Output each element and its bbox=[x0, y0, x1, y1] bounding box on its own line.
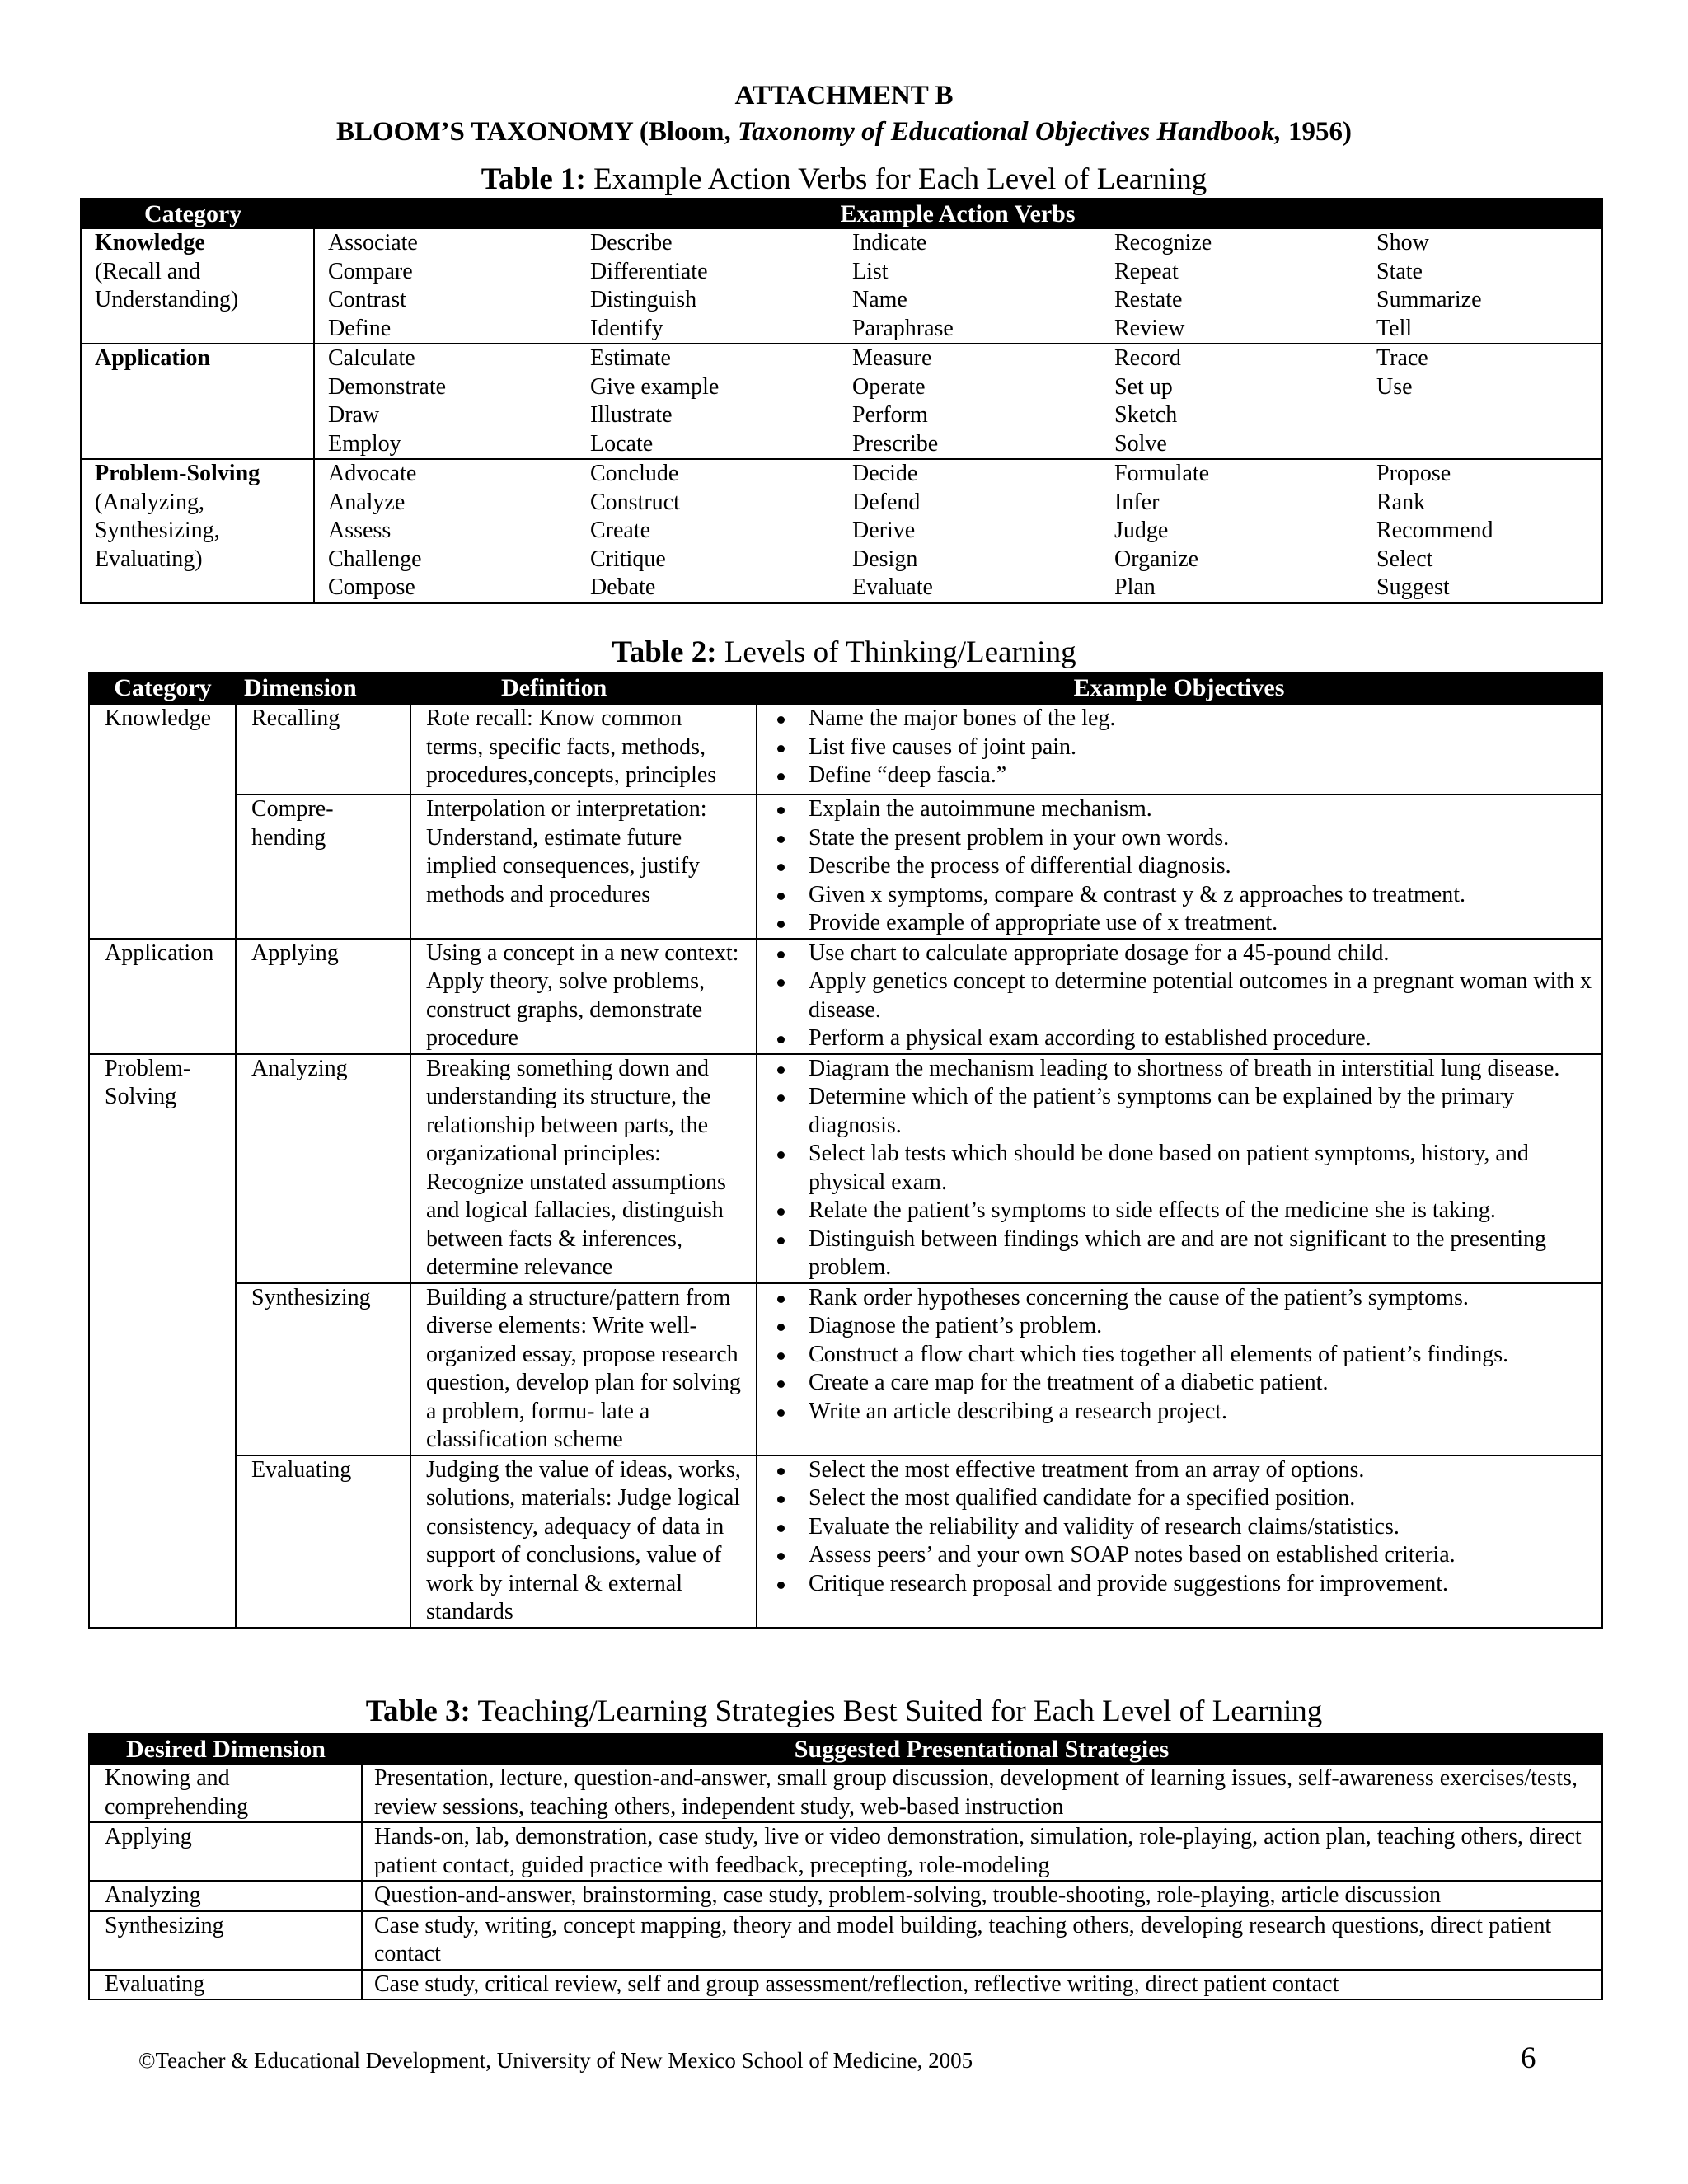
verb: Describe bbox=[590, 230, 673, 255]
objectives-list bbox=[769, 1284, 1593, 1427]
objective-item: Create a care map for the treatment of a diabetic patient. bbox=[769, 1369, 1593, 1398]
verbs-cell bbox=[314, 344, 1602, 459]
table1-caption-rest: Example Action Verbs for Each Level of Learning bbox=[585, 162, 1207, 196]
verb: Decide bbox=[852, 461, 918, 486]
definition-cell: Rote recall: Know common terms, specific facts, methods, procedures,concepts, principles bbox=[410, 704, 757, 794]
category-cell bbox=[89, 1054, 236, 1628]
verb-column bbox=[590, 229, 852, 343]
objectives-list bbox=[769, 1456, 1593, 1599]
objective-item: Select the most effective treatment from an array of options. bbox=[769, 1456, 1593, 1485]
table-row bbox=[89, 1881, 1602, 1911]
dimension-cell: Recalling bbox=[236, 704, 410, 794]
verb: Measure bbox=[852, 345, 932, 371]
dimension-cell: Applying bbox=[89, 1822, 362, 1881]
verb: Record bbox=[1114, 345, 1181, 371]
verb-column bbox=[1114, 460, 1376, 602]
verbs-cell bbox=[314, 229, 1602, 344]
category-name: Problem-Solving bbox=[95, 461, 260, 486]
copyright-footer: ©Teacher & Educational Development, University of New Mexico School of Medicine, 2005 bbox=[138, 2048, 973, 2073]
table-row bbox=[89, 794, 1602, 939]
objectives-cell bbox=[757, 1455, 1602, 1628]
table-row bbox=[89, 1822, 1602, 1881]
verb-column bbox=[590, 460, 852, 602]
objective-item: Assess peers’ and your own SOAP notes based on established criteria. bbox=[769, 1541, 1593, 1570]
objectives-cell bbox=[757, 794, 1602, 939]
verb: Differentiate bbox=[590, 258, 708, 284]
table3-caption-bold: Table 3: bbox=[365, 1694, 471, 1728]
objectives-cell bbox=[757, 1054, 1602, 1283]
verb: Construct bbox=[590, 489, 680, 515]
table3-caption-rest: Teaching/Learning Strategies Best Suited for Each Level of Learning bbox=[470, 1694, 1323, 1728]
objectives-list bbox=[769, 705, 1593, 790]
verb-column bbox=[1114, 229, 1376, 343]
objective-item: List five causes of joint pain. bbox=[769, 733, 1593, 762]
column-header: Suggested Presentational Strategies bbox=[362, 1734, 1602, 1765]
verb-column bbox=[852, 344, 1114, 458]
category-name: Application bbox=[95, 345, 211, 371]
column-header: Example Objectives bbox=[757, 673, 1602, 704]
verb: Repeat bbox=[1114, 258, 1179, 284]
dimension-cell: Evaluating bbox=[89, 1970, 362, 2000]
table-header-row bbox=[89, 673, 1602, 704]
verb-column bbox=[852, 460, 1114, 602]
verb: Employ bbox=[328, 430, 401, 457]
table-row bbox=[89, 1911, 1602, 1970]
definition-cell: Using a concept in a new context: Apply theory, solve problems, construct graphs, demonstrate procedure bbox=[410, 939, 757, 1054]
table-header-row bbox=[81, 199, 1602, 229]
verb: Review bbox=[1114, 315, 1185, 341]
verb: Illustrate bbox=[590, 402, 673, 428]
verb: Critique bbox=[590, 546, 666, 572]
category-cell bbox=[81, 459, 314, 603]
dimension-label: Compre- hending bbox=[251, 796, 334, 851]
verb: Propose bbox=[1376, 461, 1451, 486]
verb: Demonstrate bbox=[328, 373, 447, 400]
table1-caption-bold: Table 1: bbox=[481, 162, 586, 196]
objective-item: Apply genetics concept to determine potential outcomes in a pregnant woman with x disease. bbox=[769, 968, 1593, 1024]
objective-item: Given x symptoms, compare & contrast y & z approaches to treatment. bbox=[769, 881, 1593, 910]
dimension-cell: Knowing and comprehending bbox=[89, 1765, 362, 1822]
verb: State bbox=[1376, 258, 1423, 284]
verb: Prescribe bbox=[852, 430, 939, 457]
objectives-cell bbox=[757, 939, 1602, 1054]
verb: Rank bbox=[1376, 489, 1426, 515]
verb-column bbox=[852, 229, 1114, 343]
category-cell bbox=[81, 344, 314, 459]
table2-caption bbox=[0, 635, 1688, 671]
table-row bbox=[81, 229, 1602, 344]
objective-item: Diagnose the patient’s problem. bbox=[769, 1312, 1593, 1341]
objective-item: Perform a physical exam according to established procedure. bbox=[769, 1024, 1593, 1053]
verbs-cell bbox=[314, 459, 1602, 603]
category-cell bbox=[81, 229, 314, 344]
verb: Formulate bbox=[1114, 461, 1210, 486]
objective-item: Determine which of the patient’s symptoms can be explained by the primary diagnosis. bbox=[769, 1083, 1593, 1140]
verb: Create bbox=[590, 518, 651, 543]
verb: Use bbox=[1376, 373, 1413, 400]
verb: Trace bbox=[1376, 345, 1428, 371]
verb: Sketch bbox=[1114, 402, 1178, 428]
action-verbs-table bbox=[80, 198, 1603, 604]
verb: Give example bbox=[590, 373, 720, 400]
verb-column bbox=[328, 344, 590, 458]
category-label: Problem- Solving bbox=[105, 1055, 191, 1109]
category-subtitle: (Recall and Understanding) bbox=[95, 258, 239, 312]
objective-item: Rank order hypotheses concerning the cause of the patient’s symptoms. bbox=[769, 1284, 1593, 1313]
column-header: Category bbox=[89, 673, 236, 704]
verb: Name bbox=[852, 287, 907, 312]
verb-column bbox=[1376, 229, 1574, 343]
verb: Recognize bbox=[1114, 230, 1212, 255]
verb-column bbox=[1376, 460, 1574, 602]
taxonomy-title-prefix: BLOOM’S TAXONOMY (Bloom, bbox=[335, 117, 738, 147]
verb: Debate bbox=[590, 574, 656, 600]
category-subtitle: (Analyzing, Synthesizing, Evaluating) bbox=[95, 489, 220, 572]
attachment-title: ATTACHMENT B bbox=[734, 81, 954, 110]
objective-item: Diagram the mechanism leading to shortness of breath in interstitial lung disease. bbox=[769, 1055, 1593, 1084]
verb: Paraphrase bbox=[852, 315, 954, 341]
verb: Conclude bbox=[590, 461, 679, 486]
table-row bbox=[89, 1970, 1602, 2000]
objectives-list bbox=[769, 1055, 1593, 1282]
verb: Compose bbox=[328, 574, 415, 600]
table3-caption bbox=[0, 1694, 1688, 1730]
verb: List bbox=[852, 258, 889, 284]
verb: Estimate bbox=[590, 345, 671, 371]
table-row bbox=[81, 344, 1602, 459]
verb: Contrast bbox=[328, 287, 406, 312]
verb: Draw bbox=[328, 402, 380, 428]
verb: Compare bbox=[328, 258, 413, 284]
verb: Challenge bbox=[328, 546, 422, 572]
page-number: 6 bbox=[1521, 2041, 1536, 2075]
verb: Summarize bbox=[1376, 287, 1482, 312]
dimension-cell: Applying bbox=[236, 939, 410, 1054]
table1-caption bbox=[0, 162, 1688, 198]
verb: Select bbox=[1376, 546, 1433, 572]
category-cell: Application bbox=[89, 939, 236, 1054]
objective-item: Construct a flow chart which ties together all elements of patient’s findings. bbox=[769, 1341, 1593, 1370]
table2-caption-bold: Table 2: bbox=[612, 635, 717, 669]
table-row bbox=[89, 939, 1602, 1054]
verb: Calculate bbox=[328, 345, 415, 371]
verb: Associate bbox=[328, 230, 418, 255]
objectives-cell bbox=[757, 704, 1602, 794]
strategies-cell: Question-and-answer, brainstorming, case study, problem-solving, trouble-shooting, role-playing, article discussion bbox=[362, 1881, 1602, 1911]
objective-item: Name the major bones of the leg. bbox=[769, 705, 1593, 733]
dimension-cell bbox=[236, 794, 410, 939]
verb: Locate bbox=[590, 430, 654, 457]
dimension-cell: Analyzing bbox=[89, 1881, 362, 1911]
table-row bbox=[89, 1455, 1602, 1628]
verb: Suggest bbox=[1376, 574, 1450, 600]
objective-item: Write an article describing a research project. bbox=[769, 1398, 1593, 1427]
dimension-cell: Evaluating bbox=[236, 1455, 410, 1628]
objective-item: Use chart to calculate appropriate dosage for a 45-pound child. bbox=[769, 940, 1593, 968]
column-header: Definition bbox=[410, 673, 757, 704]
verb: Analyze bbox=[328, 489, 406, 515]
verb-column bbox=[328, 460, 590, 602]
verb: Organize bbox=[1114, 546, 1199, 572]
definition-cell: Building a structure/pattern from diverse elements: Write well-organized essay, propose research question, develop plan for solving a problem, formu- late a classification scheme bbox=[410, 1283, 757, 1455]
objectives-cell bbox=[757, 1283, 1602, 1455]
verb: Derive bbox=[852, 518, 916, 543]
table-row bbox=[81, 459, 1602, 603]
verb: Plan bbox=[1114, 574, 1156, 600]
verb: Solve bbox=[1114, 430, 1167, 457]
definition-cell: Breaking something down and understanding its structure, the relationship between parts, the organizational principles: Recognize unstated assumptions and logical fallacies, distinguish between facts & inferences, determine relevance bbox=[410, 1054, 757, 1283]
objective-item: Select lab tests which should be done based on patient symptoms, history, and physical exam. bbox=[769, 1140, 1593, 1197]
verb: Show bbox=[1376, 230, 1429, 255]
objective-item: State the present problem in your own words. bbox=[769, 824, 1593, 853]
table-row bbox=[89, 1054, 1602, 1283]
verb: Recommend bbox=[1376, 518, 1493, 543]
verb: Assess bbox=[328, 518, 392, 543]
dimension-cell: Analyzing bbox=[236, 1054, 410, 1283]
objective-item: Distinguish between findings which are and are not significant to the presenting problem. bbox=[769, 1226, 1593, 1282]
verb: Judge bbox=[1114, 518, 1169, 543]
objective-item: Critique research proposal and provide suggestions for improvement. bbox=[769, 1570, 1593, 1599]
category-cell: Knowledge bbox=[89, 704, 236, 939]
verb: Define bbox=[328, 315, 392, 341]
verb-column bbox=[1114, 344, 1376, 458]
column-header: Example Action Verbs bbox=[314, 199, 1602, 229]
taxonomy-title bbox=[0, 115, 1688, 148]
verb-column bbox=[590, 344, 852, 458]
category-name: Knowledge bbox=[95, 230, 205, 255]
strategies-cell: Case study, critical review, self and group assessment/reflection, reflective writing, direct patient contact bbox=[362, 1970, 1602, 2000]
column-header: Category bbox=[81, 199, 314, 229]
verb: Operate bbox=[852, 373, 926, 400]
verb: Perform bbox=[852, 402, 928, 428]
verb: Advocate bbox=[328, 461, 417, 486]
table-row bbox=[89, 1283, 1602, 1455]
verb: Defend bbox=[852, 489, 921, 515]
objective-item: Explain the autoimmune mechanism. bbox=[769, 795, 1593, 824]
verb: Set up bbox=[1114, 373, 1173, 400]
teaching-strategies-table bbox=[88, 1733, 1603, 2000]
dimension-cell: Synthesizing bbox=[236, 1283, 410, 1455]
objectives-list bbox=[769, 795, 1593, 938]
verb-column bbox=[1376, 344, 1574, 401]
taxonomy-title-suffix: 1956) bbox=[1281, 117, 1352, 147]
levels-of-thinking-table bbox=[88, 672, 1603, 1629]
verb: Restate bbox=[1114, 287, 1183, 312]
verb-column bbox=[328, 229, 590, 343]
taxonomy-title-italic: Taxonomy of Educational Objectives Handbook, bbox=[738, 117, 1282, 147]
verb: Design bbox=[852, 546, 918, 572]
objectives-list bbox=[769, 940, 1593, 1053]
objective-item: Evaluate the reliability and validity of research claims/statistics. bbox=[769, 1513, 1593, 1542]
table-row bbox=[89, 1765, 1602, 1822]
objective-item: Relate the patient’s symptoms to side effects of the medicine she is taking. bbox=[769, 1197, 1593, 1226]
verb: Distinguish bbox=[590, 287, 697, 312]
verb: Infer bbox=[1114, 489, 1160, 515]
strategies-cell: Case study, writing, concept mapping, theory and model building, teaching others, developing research questions, direct patient contact bbox=[362, 1911, 1602, 1970]
objective-item: Define “deep fascia.” bbox=[769, 762, 1593, 790]
table-header-row bbox=[89, 1734, 1602, 1765]
objective-item: Provide example of appropriate use of x treatment. bbox=[769, 909, 1593, 938]
definition-cell: Judging the value of ideas, works, solutions, materials: Judge logical consistency, adequacy of data in support of conclusions, value of work by internal & external standards bbox=[410, 1455, 757, 1628]
table-row bbox=[89, 704, 1602, 794]
table2-caption-rest: Levels of Thinking/Learning bbox=[716, 635, 1076, 669]
objective-item: Select the most qualified candidate for a specified position. bbox=[769, 1484, 1593, 1513]
verb: Tell bbox=[1376, 315, 1413, 341]
dimension-cell: Synthesizing bbox=[89, 1911, 362, 1970]
definition-cell: Interpolation or interpretation: Understand, estimate future implied consequences, justify methods and procedures bbox=[410, 794, 757, 939]
column-header: Dimension bbox=[236, 673, 410, 704]
verb: Evaluate bbox=[852, 574, 933, 600]
verb: Identify bbox=[590, 315, 663, 341]
strategies-cell: Hands-on, lab, demonstration, case study, live or video demonstration, simulation, role-playing, action plan, teaching others, direct patient contact, guided practice with feedback, precepting, role-modeling bbox=[362, 1822, 1602, 1881]
objective-item: Describe the process of differential diagnosis. bbox=[769, 852, 1593, 881]
strategies-cell: Presentation, lecture, question-and-answer, small group discussion, development of learning issues, self-awareness exercises/tests, review sessions, teaching others, independent study, web-based instruction bbox=[362, 1765, 1602, 1822]
column-header: Desired Dimension bbox=[89, 1734, 362, 1765]
verb: Indicate bbox=[852, 230, 927, 255]
